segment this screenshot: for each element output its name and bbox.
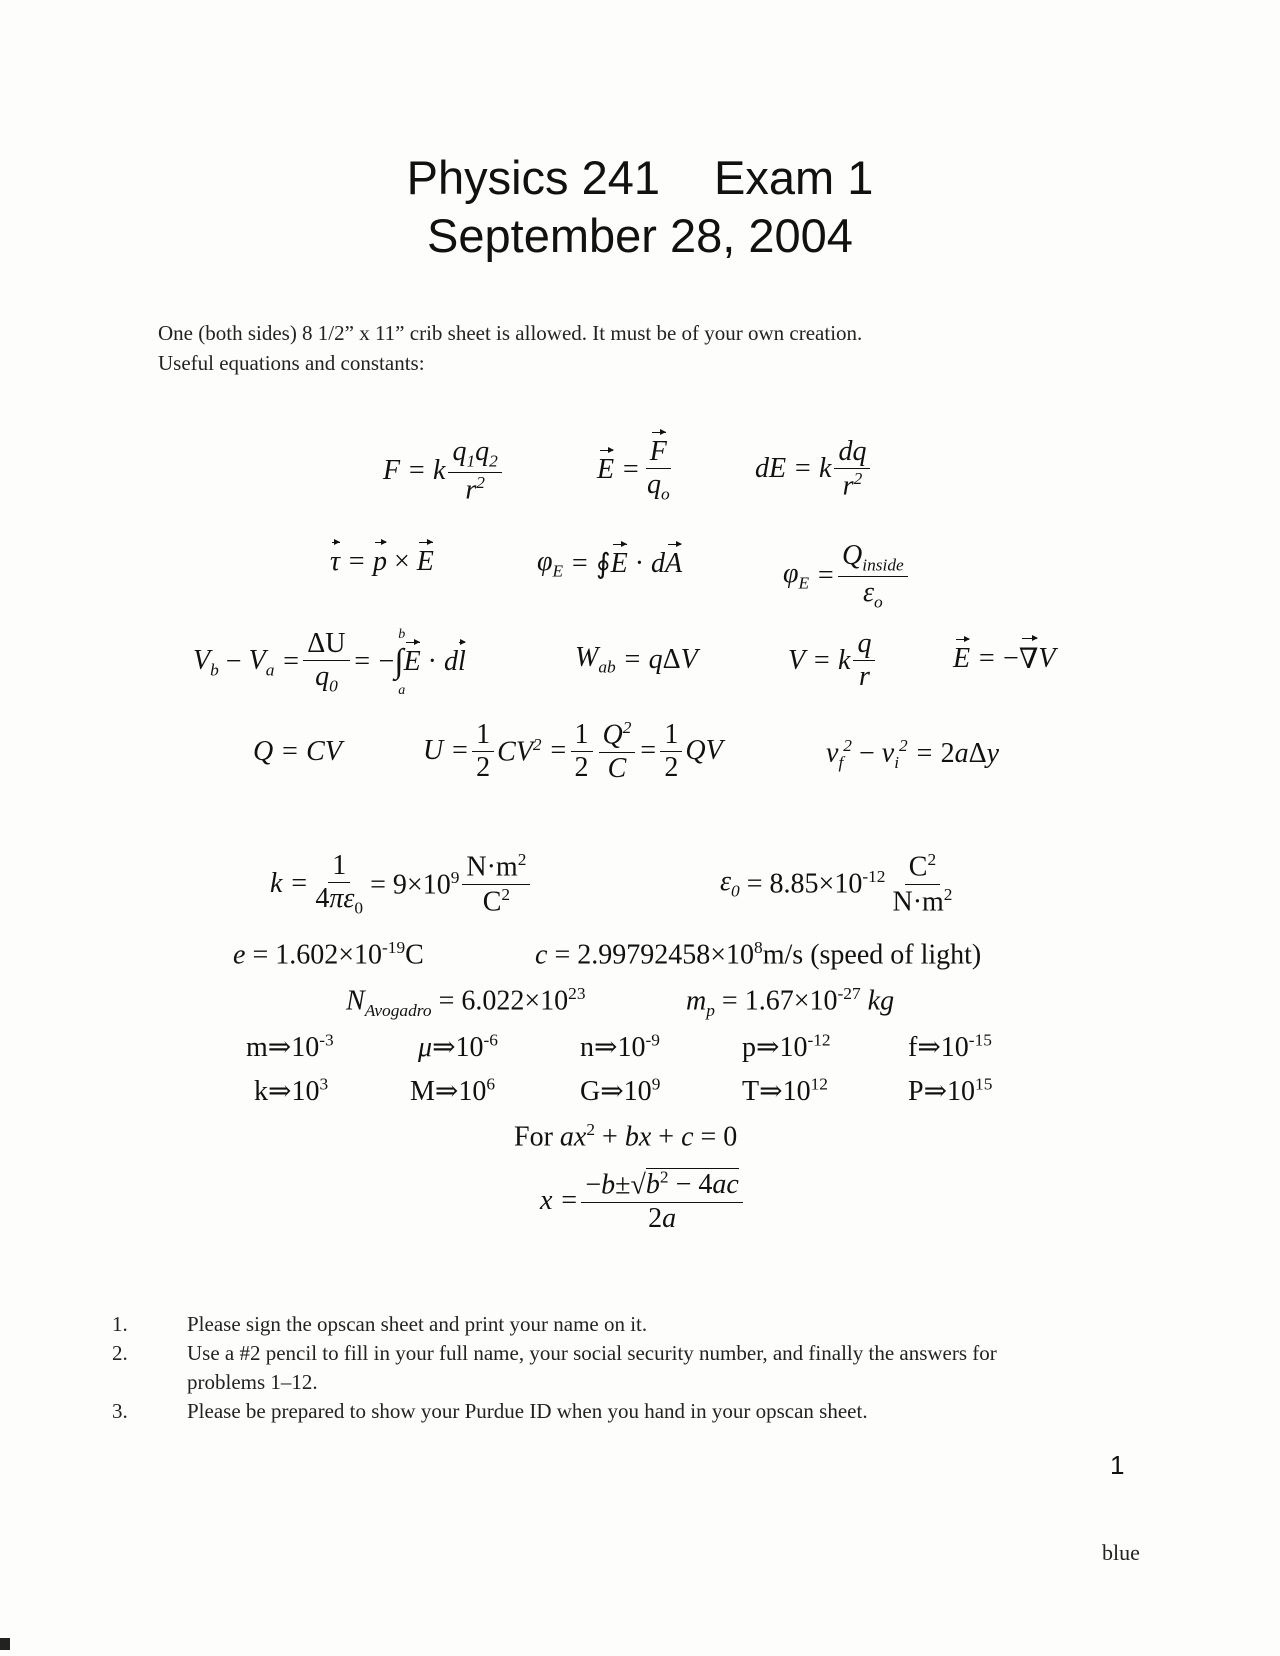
eq-kinematics: $v_f^2$ − $v_i^2$ = 2 a Δ y <box>826 736 1000 772</box>
instruction-item <box>112 1397 1067 1426</box>
instruction-item <box>112 1310 1067 1339</box>
quadratic-solution: x = $\frac{-b\pm√b^2 - 4ac}{2a}$ <box>540 1168 746 1235</box>
instruction-number: 3. <box>112 1399 128 1423</box>
eq-work: $W_{ab}$ = q Δ V <box>575 642 698 677</box>
prefix-mega: $M\Rightarrow 10^6$ <box>410 1074 496 1107</box>
eq-field-element: dE = k $\frac{dq}{r^2}$ <box>755 436 873 503</box>
instruction-item <box>112 1339 1067 1397</box>
const-coulomb-k: k = $\frac{1}{4\pi\varepsilon_0}$ = $9\times 10^9$ $\frac{N\cdot m^2}{C^2}$ <box>270 850 533 919</box>
prefix-tera: $T\Rightarrow 10^{12}$ <box>742 1074 828 1107</box>
course-name: Physics 241 <box>406 151 661 204</box>
prefix-peta: $P\Rightarrow 10^{15}$ <box>908 1074 993 1107</box>
prefix-giga: $G\Rightarrow 10^9$ <box>580 1074 661 1107</box>
instruction-text: Use a #2 pencil to fill in your full name, your social security number, and finally the answers for problems 1–12. <box>187 1341 997 1394</box>
quadratic-prefix: For <box>514 1121 553 1153</box>
const-proton-mass: $m_p = 1.67\times 10^{-27}$ kg <box>686 984 895 1020</box>
eq-flux: $\varphi_E$ = ∮ E · d A <box>537 546 683 581</box>
const-electron-charge: $e = 1.602\times 10^{-19}C$ <box>233 938 424 971</box>
eq-field-gradient: E = − ∇ V <box>953 643 1056 675</box>
eq-point-potential: V = k $\frac{q}{r}$ <box>788 628 878 693</box>
prefix-kilo: $k\Rightarrow 10^3$ <box>254 1074 329 1107</box>
exam-version-label: blue <box>1102 1540 1140 1565</box>
page-number: 1 <box>1110 1450 1125 1480</box>
prefix-nano: $n\Rightarrow 10^{-9}$ <box>580 1030 660 1063</box>
const-speed-of-light: $c = 2.99792458\times 10^8m/s$ (speed of light) <box>535 938 982 971</box>
const-avogadro: $N_{Avogadro} = 6.022\times 10^{23}$ <box>346 984 586 1020</box>
exam-date: September 28, 2004 <box>427 209 853 262</box>
exam-name: Exam 1 <box>714 151 874 204</box>
eq-potential-difference: $V_b$ − $V_a$ = $\frac{\Delta U}{q_0}$ = − ∫ b a E · d l <box>193 627 466 699</box>
exam-title <box>0 150 1280 205</box>
prefix-milli: $m\Rightarrow 10^{-3}$ <box>246 1030 334 1063</box>
speed-of-light-note: (speed of light) <box>810 939 982 971</box>
eq-coulomb: F = k $\frac{q_1q_2}{r^2}$ <box>383 436 505 506</box>
intro-line-equations: Useful equations and constants: <box>158 351 425 375</box>
intro-text <box>158 318 862 378</box>
quadratic-equation: For $ax^2$ + bx + c = 0 <box>514 1120 738 1153</box>
eq-torque: τ = p × E <box>330 546 434 577</box>
eq-capacitance: Q = CV <box>253 736 342 767</box>
prefix-pico: $p\Rightarrow 10^{-12}$ <box>742 1030 831 1063</box>
const-permittivity: $\varepsilon_0$ = $8.85\times 10^{-12}$ $\frac{C^2}{N\cdot m^2}$ <box>720 850 953 917</box>
instruction-number: 2. <box>112 1341 128 1365</box>
prefix-micro: $\mu\Rightarrow 10^{-6}$ <box>418 1030 498 1063</box>
prefix-femto: $f\Rightarrow 10^{-15}$ <box>908 1030 992 1063</box>
instructions-list <box>112 1310 1067 1426</box>
scan-artifact-mark <box>0 1638 10 1650</box>
eq-capacitor-energy: U = $\frac{1}{2}$ $CV^2$ = $\frac{1}{2}$ $\frac{Q^2}{C}$ = $\frac{1}{2}$ QV <box>423 718 723 784</box>
intro-line-crib-sheet: One (both sides) 8 1/2” x 11” crib sheet is allowed. It must be of your own creation. <box>158 321 863 345</box>
instruction-text: Please sign the opscan sheet and print your name on it. <box>187 1312 648 1336</box>
eq-field-def: E = $\frac{F}{q_o}$ <box>597 436 670 504</box>
instruction-number: 1. <box>112 1312 128 1336</box>
instruction-text: Please be prepared to show your Purdue ID when you hand in your opscan sheet. <box>187 1399 868 1423</box>
eq-gauss: $\varphi_E$ = $\frac{Q_{inside}}{\varepsilon_o}$ <box>783 540 911 612</box>
